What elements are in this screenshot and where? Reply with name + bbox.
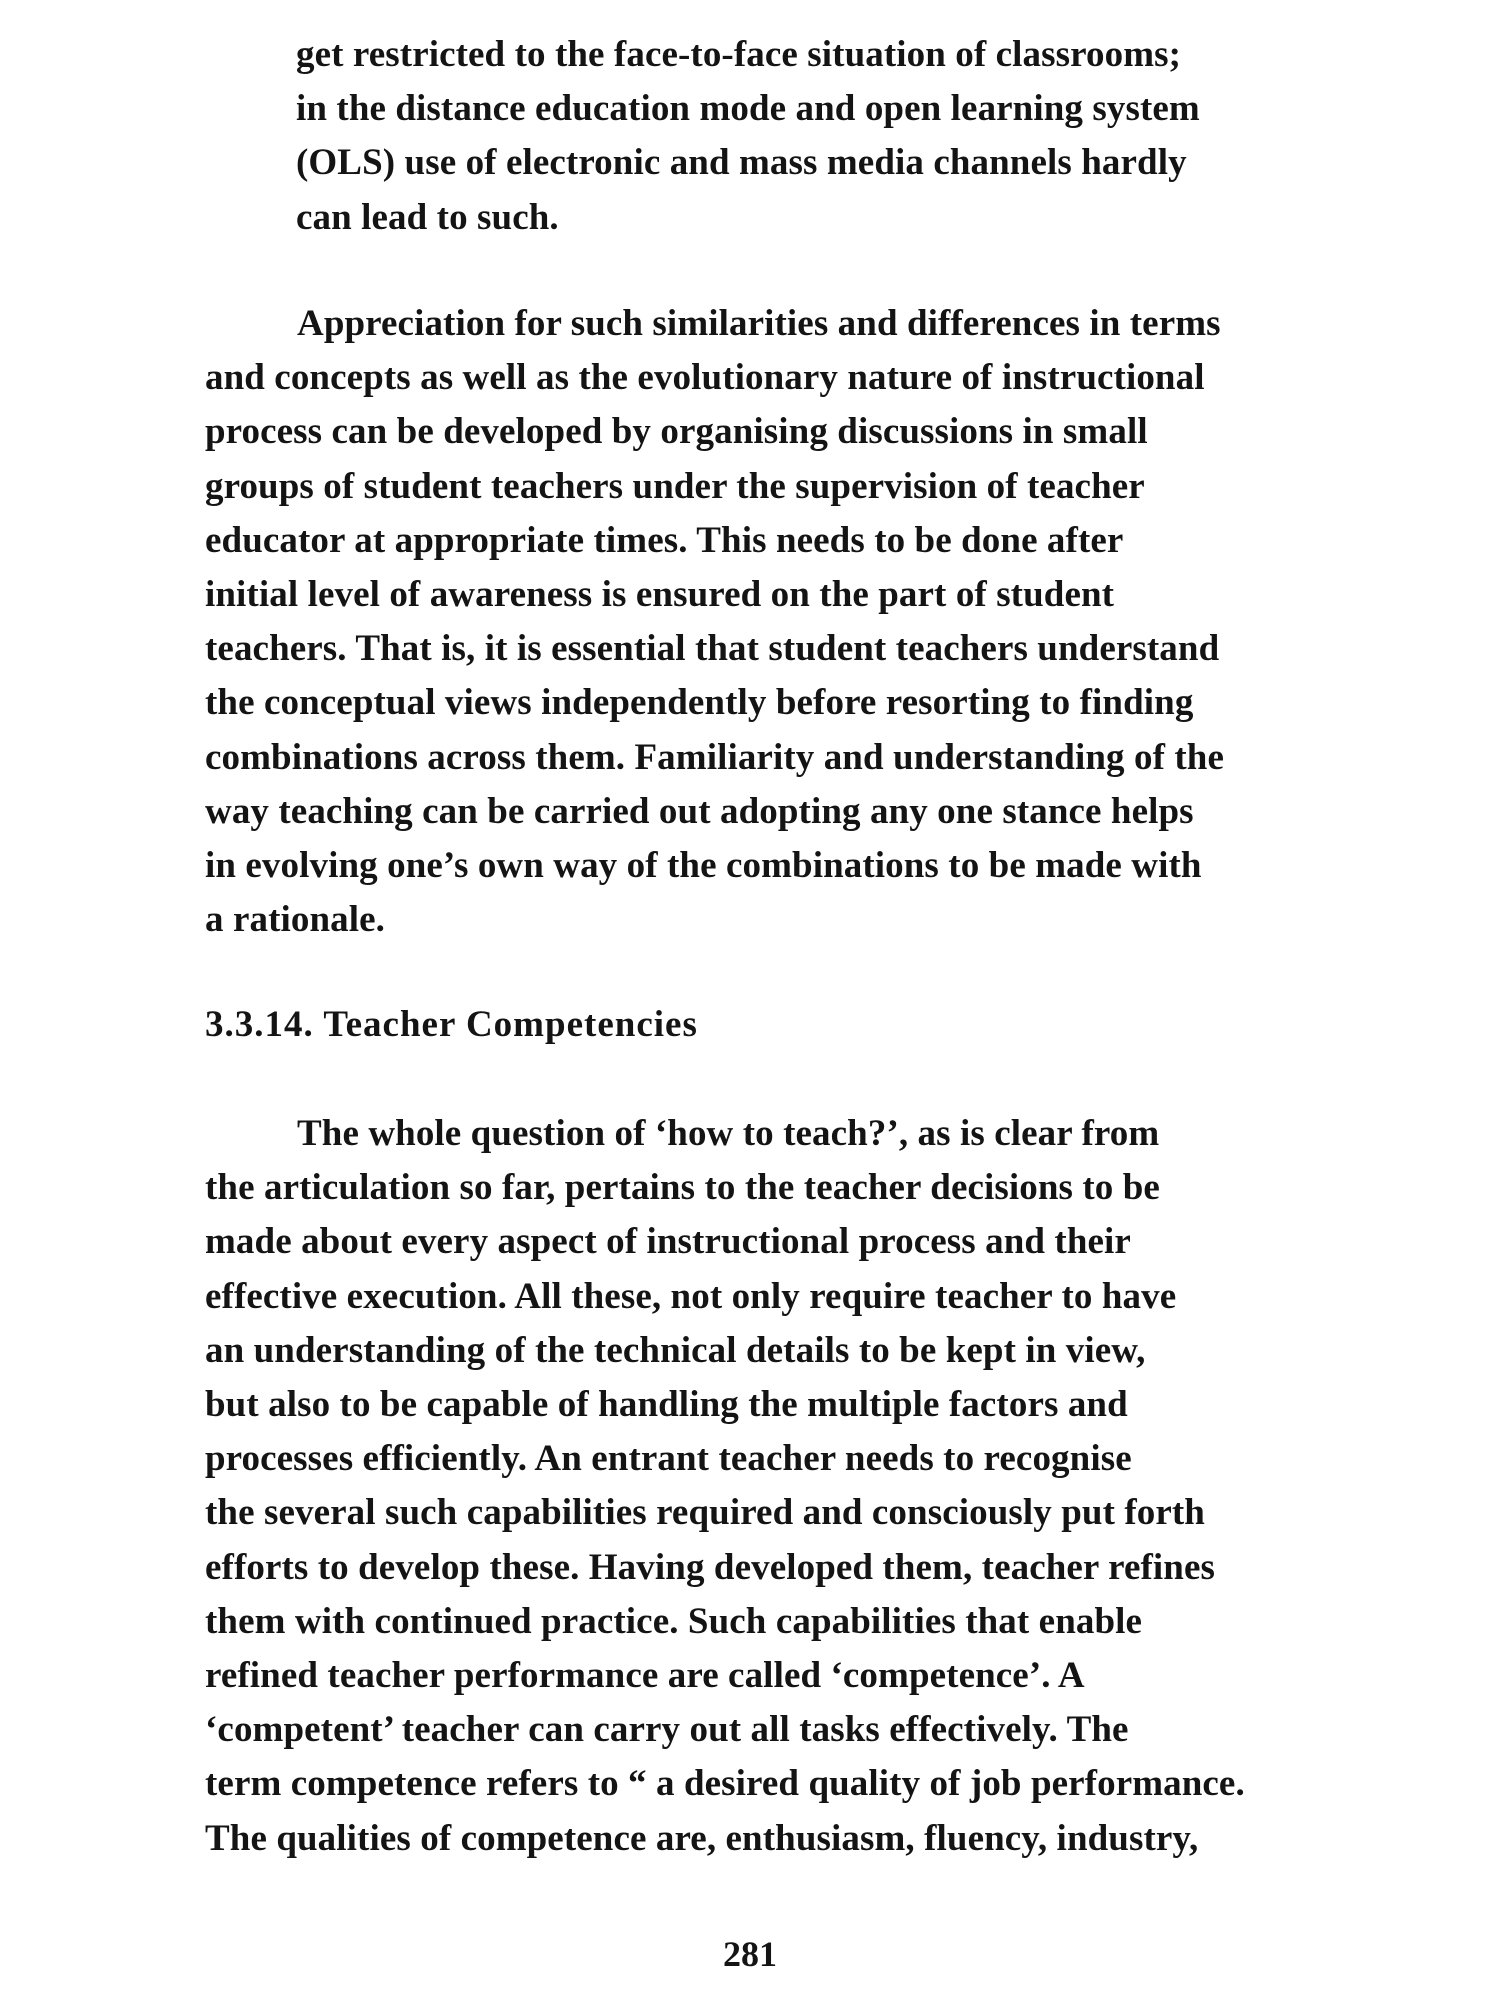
text-line: an understanding of the technical details to be kept in view, — [205, 1329, 1146, 1371]
text-line: Appreciation for such similarities and differences in terms — [297, 303, 1221, 344]
text-line: process can be developed by organising discussions in small — [205, 411, 1148, 453]
paragraph-appreciation — [205, 297, 1310, 947]
text-line: the conceptual views independently before resorting to finding — [205, 682, 1194, 724]
text-line: (OLS) use of electronic and mass media channels hardly — [296, 142, 1187, 184]
text-line: the articulation so far, pertains to the teacher decisions to be — [205, 1167, 1160, 1209]
text-line: combinations across them. Familiarity and understanding of the — [205, 736, 1224, 778]
text-line: initial level of awareness is ensured on the part of student — [205, 574, 1115, 616]
text-line: get restricted to the face-to-face situation of classrooms; — [296, 34, 1182, 75]
text-line: a rationale. — [205, 899, 386, 941]
text-line: but also to be capable of handling the multiple factors and — [205, 1384, 1128, 1426]
text-line: groups of student teachers under the supervision of teacher — [205, 465, 1145, 507]
text-line: processes efficiently. An entrant teacher needs to recognise — [205, 1438, 1132, 1480]
paragraph-continuation — [296, 28, 1310, 245]
text-line: The whole question of ‘how to teach?’, as is clear from — [297, 1113, 1160, 1154]
text-line: made about every aspect of instructional process and their — [205, 1221, 1131, 1263]
text-line: effective execution. All these, not only require teacher to have — [205, 1275, 1177, 1317]
text-line: and concepts as well as the evolutionary nature of instructional — [205, 357, 1205, 399]
text-line: ‘competent’ teacher can carry out all tasks effectively. The — [205, 1709, 1129, 1751]
text-line: efforts to develop these. Having developed them, teacher refines — [205, 1546, 1216, 1588]
text-line: in evolving one’s own way of the combinations to be made with — [205, 845, 1202, 887]
text-line: The qualities of competence are, enthusiasm, fluency, industry, — [205, 1817, 1199, 1859]
text-line: educator at appropriate times. This needs to be done after — [205, 519, 1124, 561]
text-line: them with continued practice. Such capabilities that enable — [205, 1600, 1143, 1642]
text-line: way teaching can be carried out adopting any one stance helps — [205, 790, 1194, 832]
text-line: teachers. That is, it is essential that student teachers understand — [205, 628, 1220, 670]
text-line: the several such capabilities required and consciously put forth — [205, 1492, 1205, 1534]
text-line: can lead to such. — [296, 196, 559, 238]
text-line: refined teacher performance are called ‘competence’. A — [205, 1655, 1085, 1697]
text-line: term competence refers to “ a desired quality of job performance. — [205, 1763, 1245, 1805]
paragraph-teacher-competencies — [205, 1107, 1310, 1866]
text-line: in the distance education mode and open learning system — [296, 88, 1200, 130]
section-heading: 3.3.14. Teacher Competencies — [205, 1004, 698, 1045]
page-number: 281 — [723, 1934, 777, 1974]
